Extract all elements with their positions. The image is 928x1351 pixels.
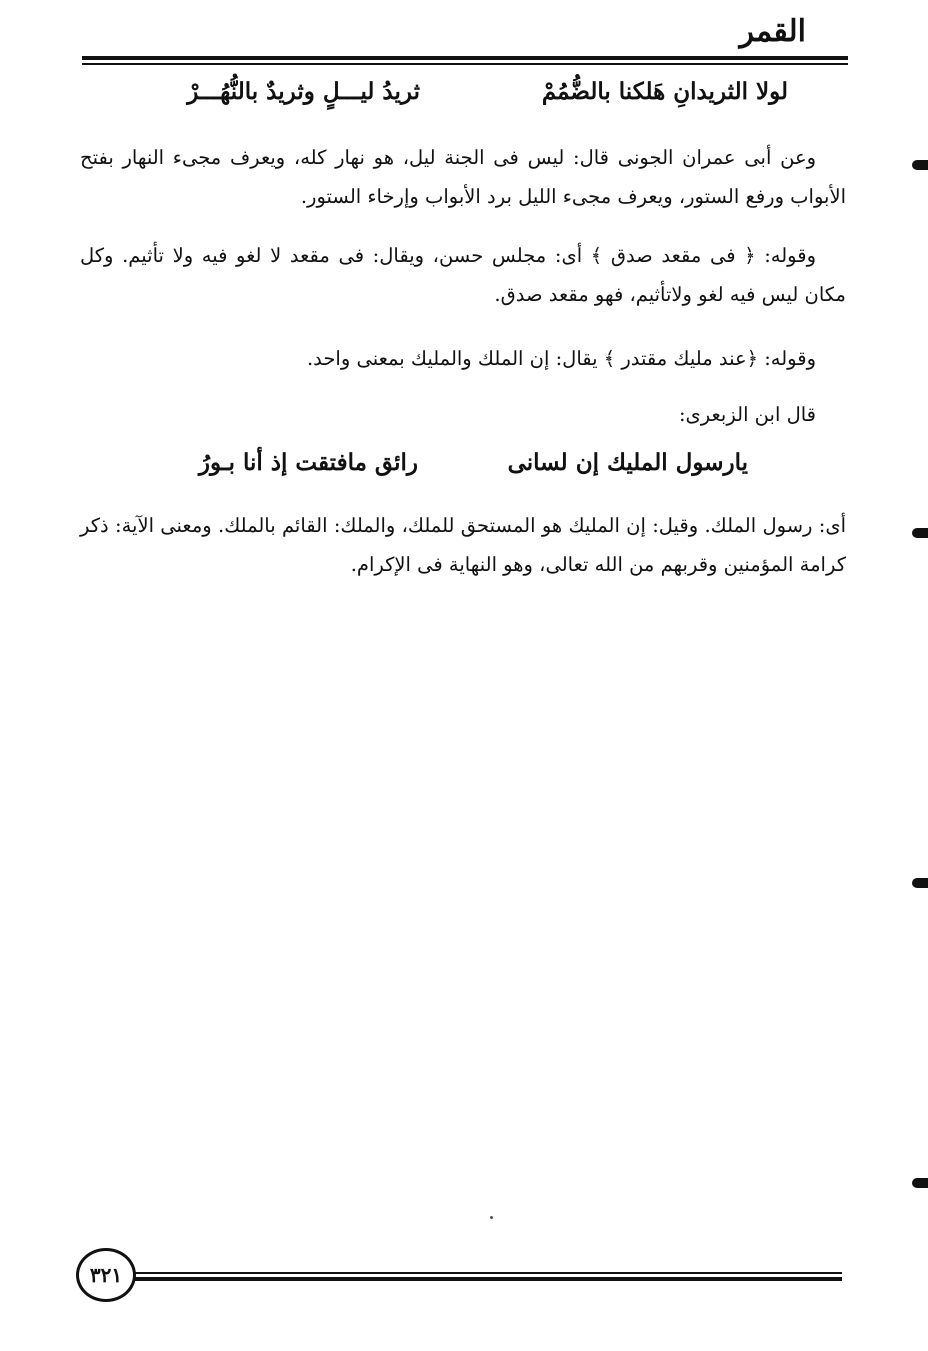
- margin-thumb-mark: [912, 878, 928, 888]
- page-number-badge: [76, 1248, 136, 1302]
- margin-thumb-mark: [912, 160, 928, 170]
- margin-thumb-mark: [912, 1178, 928, 1188]
- verse1-second-hemistich: ثريدُ ليـــلٍ وثريدٌ بالنُّهُـــرْ: [187, 78, 420, 105]
- verse2-second-hemistich: رائق مافتقت إذ أنا بـورُ: [198, 449, 418, 476]
- header-rule-thick: [82, 56, 848, 60]
- paragraph-3: وقوله: ﴿عند مليك مقتدر ﴾ يقال: إن الملك والمليك بمعنى واحد.: [306, 347, 816, 370]
- margin-thumb-mark: [912, 528, 928, 538]
- paragraph-2: وقوله: ﴿ فى مقعد صدق ﴾ أى: مجلس حسن، ويقال: فى مقعد لا لغو فيه ولا تأثيم. وكل مكان ليس فيه لغو ولاتأثيم، فهو مقعد صدق.: [80, 244, 846, 306]
- header-rule-thin: [82, 63, 848, 65]
- paragraph-4: قال ابن الزبعرى:: [678, 403, 816, 426]
- chapter-title: القمر: [739, 14, 806, 49]
- footer-rule-thick: [130, 1277, 842, 1281]
- footer-rule-thin: [130, 1272, 842, 1274]
- verse2-first-hemistich: يارسول المليك إن لسانى: [507, 449, 748, 476]
- paragraph-1: وعن أبى عمران الجونى قال: ليس فى الجنة ليل، هو نهار كله، ويعرف مجىء النهار بفتح الأبواب ورفع الستور، ويعرف مجىء الليل برد الأبواب وإرخاء الستور.: [80, 146, 846, 208]
- speck: [490, 1216, 493, 1219]
- paragraph-5: أى: رسول الملك. وقيل: إن المليك هو المستحق للملك، والملك: القائم بالملك. ومعنى الآية: ذكر كرامة المؤمنين وقربهم من الله تعالى، وهو النهاية فى الإكرام.: [80, 514, 846, 576]
- page-number: ٣٢١: [89, 1263, 123, 1287]
- verse1-first-hemistich: لولا الثريدانِ هَلكنا بالضُّمُمْ: [541, 78, 788, 105]
